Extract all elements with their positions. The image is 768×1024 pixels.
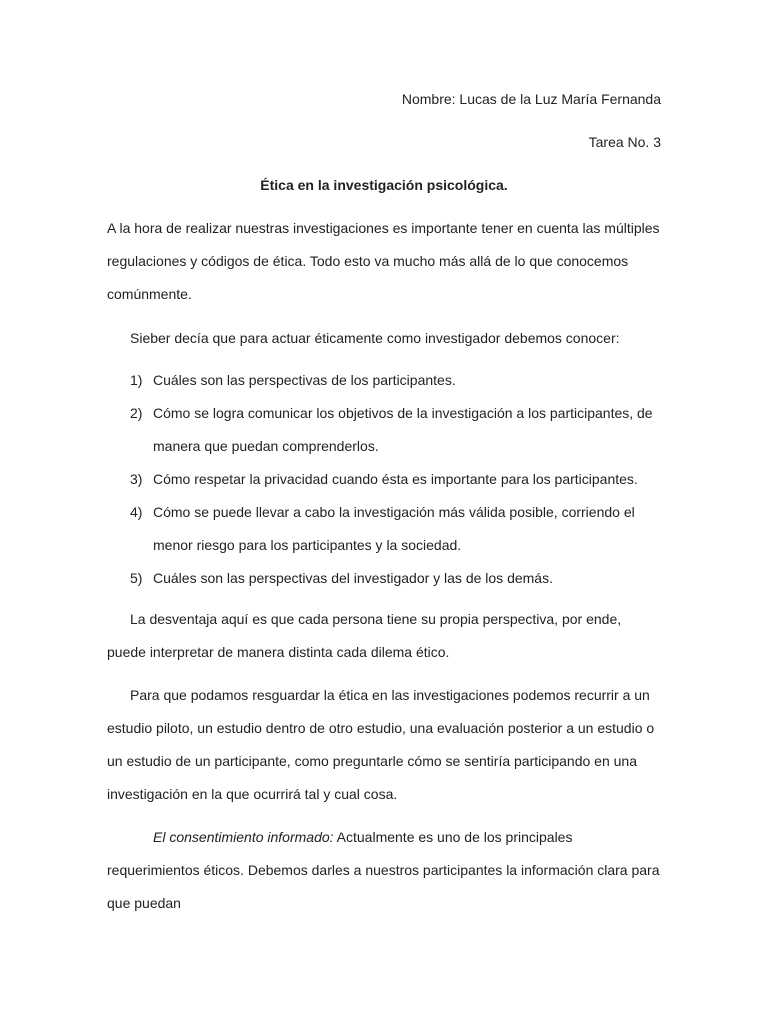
list-item-text: Cómo respetar la privacidad cuando ésta es importante para los participantes. — [153, 471, 638, 487]
list-item — [107, 496, 663, 562]
list-item — [107, 397, 663, 463]
sieber-paragraph: Sieber decía que para actuar éticamente como investigador debemos conocer: — [130, 330, 620, 346]
consent-paragraph — [107, 821, 663, 920]
intro-paragraph: A la hora de realizar nuestras investigaciones es importante tener en cuenta las múltiples regulaciones y códigos de ética. Todo esto va mucho más allá de lo que conocemos comúnmente. — [107, 220, 660, 302]
safeguard-paragraph: Para que podamos resguardar la ética en las investigaciones podemos recurrir a un estudio piloto, un estudio dentro de otro estudio, una evaluación posterior a un estudio o un estudio de un participante, como preguntarle cómo se sentiría participando en una investigación en la que ocurrirá tal y cual cosa. — [107, 687, 655, 802]
disadvantage-paragraph: La desventaja aquí es que cada persona tiene su propia perspectiva, por ende, puede interpretar de manera distinta cada dilema ético. — [107, 611, 622, 660]
list-item-text: Cómo se puede llevar a cabo la investigación más válida posible, corriendo el menor riesgo para los participantes y la sociedad. — [153, 504, 635, 553]
student-name: Nombre: Lucas de la Luz María Fernanda — [401, 91, 661, 107]
list-item — [107, 463, 663, 496]
list-item-number: 5) — [130, 570, 143, 586]
consent-label: El consentimiento informado: — [153, 829, 334, 845]
list-item-number: 1) — [130, 372, 143, 388]
perspectives-list — [107, 364, 663, 595]
list-item-number: 2) — [130, 405, 143, 421]
list-item-text: Cuáles son las perspectivas del investigador y las de los demás. — [153, 570, 553, 586]
list-item — [107, 562, 663, 595]
list-item-text: Cuáles son las perspectivas de los participantes. — [153, 372, 456, 388]
document-title: Ética en la investigación psicológica. — [260, 177, 508, 193]
list-item-number: 3) — [130, 471, 143, 487]
task-number: Tarea No. 3 — [588, 134, 661, 150]
list-item — [107, 364, 663, 397]
list-item-number: 4) — [130, 504, 143, 520]
list-item-text: Cómo se logra comunicar los objetivos de la investigación a los participantes, de manera que puedan comprenderlos. — [153, 405, 653, 454]
consent-text: Actualmente es uno de los principales requerimientos éticos. Debemos darles a nuestros participantes la información clara para que puedan — [107, 829, 660, 911]
